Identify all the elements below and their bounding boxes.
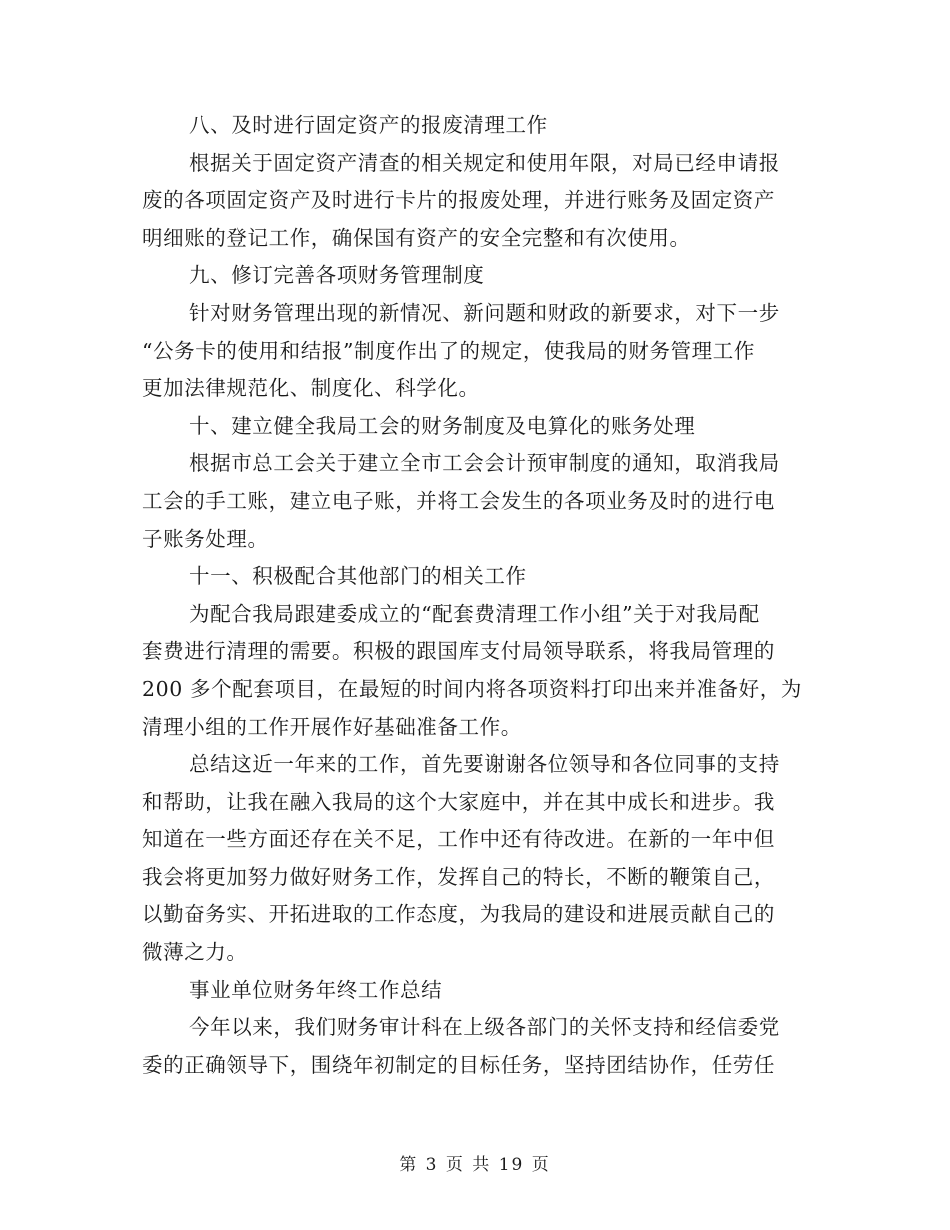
text-line: 废的各项固定资产及时进行卡片的报废处理，并进行账务及固定资产 [142,188,775,213]
text-line: 更加法律规范化、制度化、科学化。 [142,376,480,401]
text-line: 事业单位财务年终工作总结 [189,977,443,1002]
text-line: 套费进行清理的需要。积极的跟国库支付局领导联系，将我局管理的 [142,639,775,664]
text-line: 八、及时进行固定资产的报废清理工作 [189,113,548,137]
text-line: 和帮助，让我在融入我局的这个大家庭中，并在其中成长和进步。我 [142,789,775,814]
text-line: 九、修订完善各项财务管理制度 [189,263,485,288]
text-line: 十、建立健全我局工会的财务制度及电算化的账务处理 [189,413,696,438]
text-line: 为配合我局跟建委成立的“配套费清理工作小组”关于对我局配 [189,601,760,626]
text-line: 总结这近一年来的工作，首先要谢谢各位领导和各位同事的支持 [189,752,780,777]
text-line: 知道在一些方面还存在关不足，工作中还有待改进。在新的一年中但 [142,827,775,852]
text-line: 根据市总工会关于建立全市工会会计预审制度的通知，取消我局 [189,451,780,476]
text-line: 工会的手工账，建立电子账，并将工会发生的各项业务及时的进行电 [142,488,775,513]
text-line: 200 多个配套项目，在最短的时间内将各项资料打印出来并准备好，为 [142,676,802,701]
text-line: 以勤奋务实、开拓进取的工作态度，为我局的建设和进展贡献自己的 [142,902,775,927]
text-line: 针对财务管理出现的新情况、新问题和财政的新要求，对下一步 [189,300,780,325]
text-line: 微薄之力。 [142,940,248,965]
page-footer: 第 3 页 共 19 页 [399,1155,551,1175]
document-body [142,107,812,1084]
text-line: 今年以来，我们财务审计科在上级各部门的关怀支持和经信委党 [189,1015,780,1040]
text-line: 十一、积极配合其他部门的相关工作 [189,564,527,589]
text-line: 我会将更加努力做好财务工作，发挥自己的特长，不断的鞭策自己， [142,864,775,889]
text-line: 明细账的登记工作，确保国有资产的安全完整和有次使用。 [142,225,691,250]
text-line: 根据关于固定资产清查的相关规定和使用年限，对局已经申请报 [189,150,780,175]
text-line: 委的正确领导下，围绕年初制定的目标任务，坚持团结协作，任劳任 [142,1052,775,1077]
text-line: 子账务处理。 [142,526,269,551]
text-line: 清理小组的工作开展作好基础准备工作。 [142,714,522,739]
text-line: “公务卡的使用和结报”制度作出了的规定，使我局的财务管理工作 [142,338,755,363]
